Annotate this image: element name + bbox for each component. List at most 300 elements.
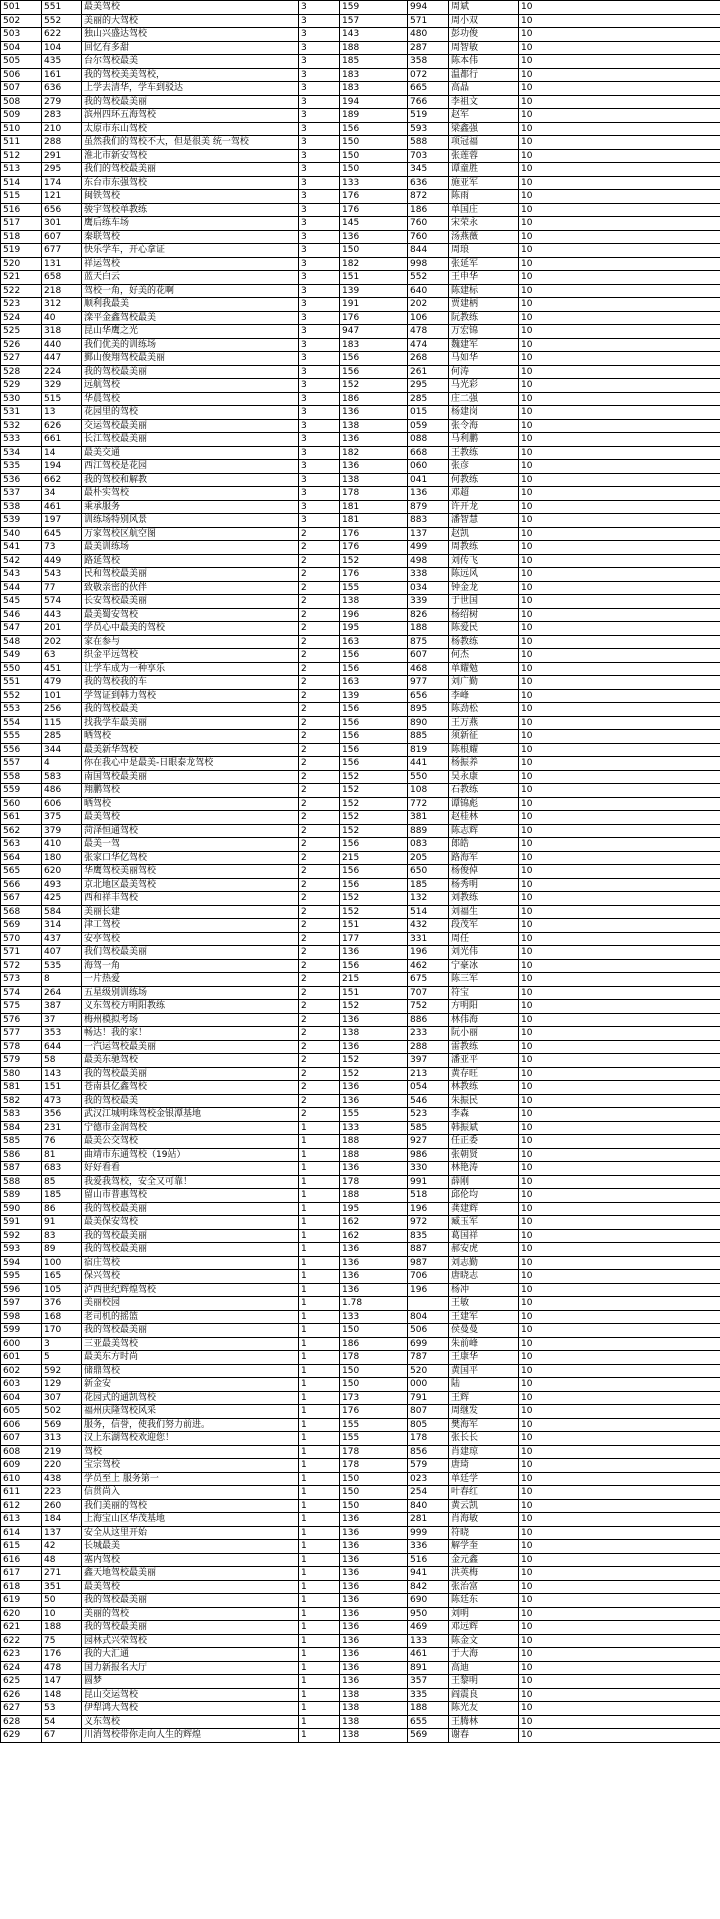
score-cell: 156 [340,757,408,771]
table-row [1,1459,720,1473]
voter-id-cell: 213 [408,1067,449,1081]
count-cell: 2 [299,541,340,555]
score-cell: 178 [340,1445,408,1459]
votes-cell: 10 [519,1324,720,1338]
count-cell: 3 [299,217,340,231]
score-cell: 195 [340,622,408,636]
school-name-cell: 南国驾校最美丽 [82,770,299,784]
school-name-cell: 梅州模拟考场 [82,1013,299,1027]
school-id-cell: 344 [42,743,82,757]
school-id-cell: 148 [42,1688,82,1702]
votes-cell: 10 [519,433,720,447]
school-name-cell: 一汽运驾校最美丽 [82,1040,299,1054]
voter-name-cell: 吴永康 [449,770,519,784]
count-cell: 2 [299,1000,340,1014]
voter-id-cell: 330 [408,1162,449,1176]
count-cell: 2 [299,1013,340,1027]
score-cell: 183 [340,68,408,82]
table-row [1,1027,720,1041]
votes-cell: 10 [519,1337,720,1351]
voter-name-cell: 周小双 [449,14,519,28]
voter-name-cell: 刘广勤 [449,676,519,690]
count-cell: 3 [299,433,340,447]
votes-cell: 10 [519,473,720,487]
voter-id-cell: 233 [408,1027,449,1041]
score-cell: 215 [340,851,408,865]
row-number-cell: 589 [1,1189,42,1203]
count-cell: 1 [299,1540,340,1554]
count-cell: 2 [299,1108,340,1122]
count-cell: 2 [299,568,340,582]
school-id-cell: 143 [42,1067,82,1081]
score-cell: 163 [340,635,408,649]
voter-name-cell: 杨教练 [449,635,519,649]
voter-name-cell: 陈远风 [449,568,519,582]
count-cell: 2 [299,959,340,973]
row-number-cell: 522 [1,284,42,298]
voter-name-cell: 张朝贤 [449,1148,519,1162]
voter-id-cell: 991 [408,1175,449,1189]
table-row [1,743,720,757]
table-row [1,1243,720,1257]
voter-id-cell: 345 [408,163,449,177]
school-id-cell: 256 [42,703,82,717]
score-cell: 136 [340,1540,408,1554]
school-name-cell: 华晨驾校 [82,392,299,406]
school-id-cell: 636 [42,82,82,96]
score-cell: 182 [340,446,408,460]
row-number-cell: 591 [1,1216,42,1230]
count-cell: 3 [299,68,340,82]
score-cell: 189 [340,109,408,123]
voter-id-cell: 133 [408,1634,449,1648]
table-row [1,82,720,96]
voter-id-cell: 196 [408,1202,449,1216]
school-name-cell: 圆梦 [82,1675,299,1689]
row-number-cell: 619 [1,1594,42,1608]
school-name-cell: 晒驾校 [82,730,299,744]
count-cell: 2 [299,703,340,717]
voter-id-cell: 977 [408,676,449,690]
school-id-cell: 449 [42,554,82,568]
table-row [1,662,720,676]
count-cell: 1 [299,1418,340,1432]
voter-id-cell: 999 [408,1526,449,1540]
voter-name-cell: 阎震良 [449,1688,519,1702]
count-cell: 2 [299,1027,340,1041]
table-row [1,1580,720,1594]
voter-id-cell: 791 [408,1391,449,1405]
table-row [1,379,720,393]
votes-cell: 10 [519,95,720,109]
school-id-cell: 42 [42,1540,82,1554]
voter-id-cell: 339 [408,595,449,609]
table-row [1,703,720,717]
votes-cell: 10 [519,1000,720,1014]
row-number-cell: 608 [1,1445,42,1459]
count-cell: 3 [299,14,340,28]
school-name-cell: 伊犁鸿大驾校 [82,1702,299,1716]
school-id-cell: 314 [42,919,82,933]
school-name-cell: 我的驾校最美丽 [82,1621,299,1635]
table-row [1,568,720,582]
school-id-cell: 607 [42,230,82,244]
voter-name-cell: 李森 [449,1108,519,1122]
count-cell: 1 [299,1310,340,1324]
school-id-cell: 63 [42,649,82,663]
row-number-cell: 626 [1,1688,42,1702]
table-row [1,392,720,406]
school-name-cell: 菏泽恒通驾校 [82,824,299,838]
count-cell: 2 [299,662,340,676]
votes-cell: 10 [519,190,720,204]
score-cell: 156 [340,649,408,663]
votes-cell: 10 [519,554,720,568]
count-cell: 1 [299,1270,340,1284]
school-name-cell: 花园里的驾校 [82,406,299,420]
voter-id-cell: 840 [408,1499,449,1513]
voter-name-cell: 郝安虎 [449,1243,519,1257]
voter-id-cell: 571 [408,14,449,28]
voter-name-cell: 彭功俊 [449,28,519,42]
table-row [1,1594,720,1608]
count-cell: 2 [299,595,340,609]
voter-name-cell: 周智敏 [449,41,519,55]
school-id-cell: 101 [42,689,82,703]
table-row [1,1351,720,1365]
voter-name-cell: 李峰 [449,689,519,703]
row-number-cell: 525 [1,325,42,339]
voter-id-cell: 593 [408,122,449,136]
score-cell: 156 [340,703,408,717]
table-row [1,1405,720,1419]
school-name-cell: 信贯尚入 [82,1486,299,1500]
school-id-cell: 104 [42,41,82,55]
row-number-cell: 603 [1,1378,42,1392]
row-number-cell: 622 [1,1634,42,1648]
score-cell: 136 [340,946,408,960]
count-cell: 1 [299,1594,340,1608]
school-name-cell: 义东驾校 [82,1715,299,1729]
row-number-cell: 616 [1,1553,42,1567]
votes-cell: 10 [519,716,720,730]
votes-cell: 10 [519,1418,720,1432]
table-row [1,878,720,892]
row-number-cell: 613 [1,1513,42,1527]
voter-name-cell: 赵桂林 [449,811,519,825]
score-cell: 136 [340,1081,408,1095]
voter-name-cell: 单廷学 [449,1472,519,1486]
school-id-cell: 77 [42,581,82,595]
school-name-cell: 让学车成为一种享乐 [82,662,299,676]
count-cell: 2 [299,851,340,865]
voter-name-cell: 万宏锦 [449,325,519,339]
voter-name-cell: 庄二强 [449,392,519,406]
voter-id-cell: 461 [408,1648,449,1662]
votes-cell: 10 [519,284,720,298]
school-id-cell: 301 [42,217,82,231]
count-cell: 1 [299,1472,340,1486]
votes-cell: 10 [519,1472,720,1486]
voter-name-cell: 樊海军 [449,1418,519,1432]
voter-id-cell: 690 [408,1594,449,1608]
school-name-cell: 畅达！我的家！ [82,1027,299,1041]
school-name-cell: 海驾一角 [82,959,299,973]
row-number-cell: 539 [1,514,42,528]
votes-cell: 10 [519,298,720,312]
count-cell: 2 [299,919,340,933]
school-name-cell: 东台市东强驾校 [82,176,299,190]
row-number-cell: 605 [1,1405,42,1419]
table-row [1,311,720,325]
count-cell: 3 [299,473,340,487]
school-name-cell: 上海宝山区华茂基地 [82,1513,299,1527]
voter-id-cell: 474 [408,338,449,352]
school-name-cell: 昆山华鹰之光 [82,325,299,339]
table-body [1,1,720,1743]
voter-id-cell: 891 [408,1661,449,1675]
voter-id-cell: 268 [408,352,449,366]
school-id-cell: 307 [42,1391,82,1405]
table-row [1,1445,720,1459]
school-name-cell: 最朴实驾校 [82,487,299,501]
score-cell: 173 [340,1391,408,1405]
school-id-cell: 479 [42,676,82,690]
votes-cell: 10 [519,1094,720,1108]
school-id-cell: 677 [42,244,82,258]
school-id-cell: 592 [42,1364,82,1378]
school-id-cell: 40 [42,311,82,325]
voter-name-cell: 黄云凯 [449,1499,519,1513]
row-number-cell: 564 [1,851,42,865]
school-id-cell: 231 [42,1121,82,1135]
voter-name-cell: 周任 [449,932,519,946]
school-name-cell: 花园式的通凯驾校 [82,1391,299,1405]
score-cell: 150 [340,1499,408,1513]
table-row [1,1702,720,1716]
row-number-cell: 602 [1,1364,42,1378]
count-cell: 1 [299,1324,340,1338]
school-id-cell: 260 [42,1499,82,1513]
table-row [1,1189,720,1203]
votes-cell: 10 [519,743,720,757]
voter-id-cell: 054 [408,1081,449,1095]
count-cell: 1 [299,1256,340,1270]
table-row [1,1432,720,1446]
school-name-cell: 滦平金鑫驾校最美 [82,311,299,325]
table-row [1,1634,720,1648]
table-row [1,1000,720,1014]
voter-id-cell: 883 [408,514,449,528]
score-cell: 947 [340,325,408,339]
voter-name-cell: 刘教练 [449,892,519,906]
school-id-cell: 291 [42,149,82,163]
row-number-cell: 590 [1,1202,42,1216]
count-cell: 2 [299,824,340,838]
voter-name-cell: 雷教练 [449,1040,519,1054]
school-name-cell: 新金安 [82,1378,299,1392]
score-cell: 157 [340,14,408,28]
count-cell: 2 [299,1094,340,1108]
voter-id-cell: 295 [408,379,449,393]
count-cell: 1 [299,1216,340,1230]
voter-id-cell: 441 [408,757,449,771]
row-number-cell: 537 [1,487,42,501]
voter-name-cell: 汤燕薇 [449,230,519,244]
count-cell: 3 [299,298,340,312]
count-cell: 1 [299,1567,340,1581]
voter-id-cell: 523 [408,1108,449,1122]
table-row [1,190,720,204]
school-name-cell: 我的驾校美美驾校， [82,68,299,82]
row-number-cell: 547 [1,622,42,636]
row-number-cell: 571 [1,946,42,960]
school-name-cell: 长安驾校最美丽 [82,595,299,609]
score-cell: 194 [340,95,408,109]
table-row [1,1337,720,1351]
voter-id-cell: 805 [408,1418,449,1432]
school-name-cell: 我的驾校和解教 [82,473,299,487]
votes-cell: 10 [519,1391,720,1405]
votes-cell: 10 [519,1702,720,1716]
school-id-cell: 170 [42,1324,82,1338]
voter-name-cell: 陈三军 [449,973,519,987]
school-id-cell: 584 [42,905,82,919]
voter-name-cell: 段茂军 [449,919,519,933]
school-name-cell: 汉上东湖驾校欢迎您！ [82,1432,299,1446]
score-cell: 188 [340,1189,408,1203]
votes-cell: 10 [519,446,720,460]
school-name-cell: 鄞山俊翔驾校最美丽 [82,352,299,366]
voter-id-cell: 088 [408,433,449,447]
table-row [1,244,720,258]
table-row [1,1378,720,1392]
voter-name-cell: 王黎明 [449,1675,519,1689]
score-cell: 150 [340,136,408,150]
row-number-cell: 546 [1,608,42,622]
count-cell: 1 [299,1486,340,1500]
count-cell: 3 [299,271,340,285]
row-number-cell: 550 [1,662,42,676]
table-row [1,865,720,879]
score-cell: 176 [340,203,408,217]
voter-name-cell: 杨俊倬 [449,865,519,879]
table-row [1,1715,720,1729]
score-cell: 136 [340,1256,408,1270]
votes-cell: 10 [519,1148,720,1162]
count-cell: 2 [299,770,340,784]
table-row [1,1229,720,1243]
voter-id-cell: 072 [408,68,449,82]
table-row [1,1648,720,1662]
voter-name-cell: 宋荣永 [449,217,519,231]
voter-name-cell: 王辉 [449,1391,519,1405]
count-cell: 2 [299,716,340,730]
school-id-cell: 451 [42,662,82,676]
row-number-cell: 583 [1,1108,42,1122]
votes-cell: 10 [519,217,720,231]
score-cell: 138 [340,419,408,433]
school-name-cell: 长城最美 [82,1540,299,1554]
votes-cell: 10 [519,1513,720,1527]
row-number-cell: 559 [1,784,42,798]
voter-id-cell: 261 [408,365,449,379]
voter-name-cell: 金元鑫 [449,1553,519,1567]
voter-id-cell: 132 [408,892,449,906]
row-number-cell: 552 [1,689,42,703]
score-cell: 151 [340,919,408,933]
voter-id-cell: 498 [408,554,449,568]
count-cell: 3 [299,163,340,177]
voter-name-cell: 林艳涛 [449,1162,519,1176]
score-cell: 156 [340,959,408,973]
voter-id-cell: 546 [408,1094,449,1108]
votes-cell: 10 [519,676,720,690]
school-id-cell: 574 [42,595,82,609]
school-name-cell: 我们美丽的驾校 [82,1499,299,1513]
row-number-cell: 580 [1,1067,42,1081]
score-cell: 143 [340,28,408,42]
count-cell: 2 [299,1040,340,1054]
school-id-cell: 661 [42,433,82,447]
school-id-cell: 656 [42,203,82,217]
score-cell: 152 [340,1067,408,1081]
votes-cell: 10 [519,28,720,42]
table-row [1,1040,720,1054]
count-cell: 1 [299,1162,340,1176]
school-id-cell: 535 [42,959,82,973]
table-row [1,163,720,177]
row-number-cell: 570 [1,932,42,946]
voter-name-cell: 石教练 [449,784,519,798]
voter-id-cell: 478 [408,325,449,339]
voter-name-cell: 任正委 [449,1135,519,1149]
votes-cell: 10 [519,892,720,906]
table-row [1,730,720,744]
school-id-cell: 447 [42,352,82,366]
count-cell: 1 [299,1648,340,1662]
votes-cell: 10 [519,419,720,433]
score-cell: 155 [340,1418,408,1432]
voter-id-cell: 196 [408,1283,449,1297]
count-cell: 3 [299,149,340,163]
score-cell: 156 [340,878,408,892]
votes-cell: 10 [519,1634,720,1648]
table-row [1,1121,720,1135]
voter-id-cell: 835 [408,1229,449,1243]
score-cell: 156 [340,743,408,757]
votes-cell: 10 [519,1283,720,1297]
voter-id-cell: 338 [408,568,449,582]
school-name-cell: 川消驾校带你走向人生的辉煌 [82,1729,299,1743]
voter-name-cell: 路海军 [449,851,519,865]
count-cell: 1 [299,1580,340,1594]
voter-id-cell: 760 [408,230,449,244]
votes-cell: 10 [519,1,720,15]
table-row [1,338,720,352]
voter-id-cell: 041 [408,473,449,487]
school-id-cell: 37 [42,1013,82,1027]
voter-id-cell: 462 [408,959,449,973]
table-row [1,1135,720,1149]
table-row [1,149,720,163]
score-cell: 156 [340,716,408,730]
table-row [1,95,720,109]
score-cell: 136 [340,1283,408,1297]
table-row [1,1364,720,1378]
school-id-cell: 53 [42,1702,82,1716]
voter-id-cell: 499 [408,541,449,555]
